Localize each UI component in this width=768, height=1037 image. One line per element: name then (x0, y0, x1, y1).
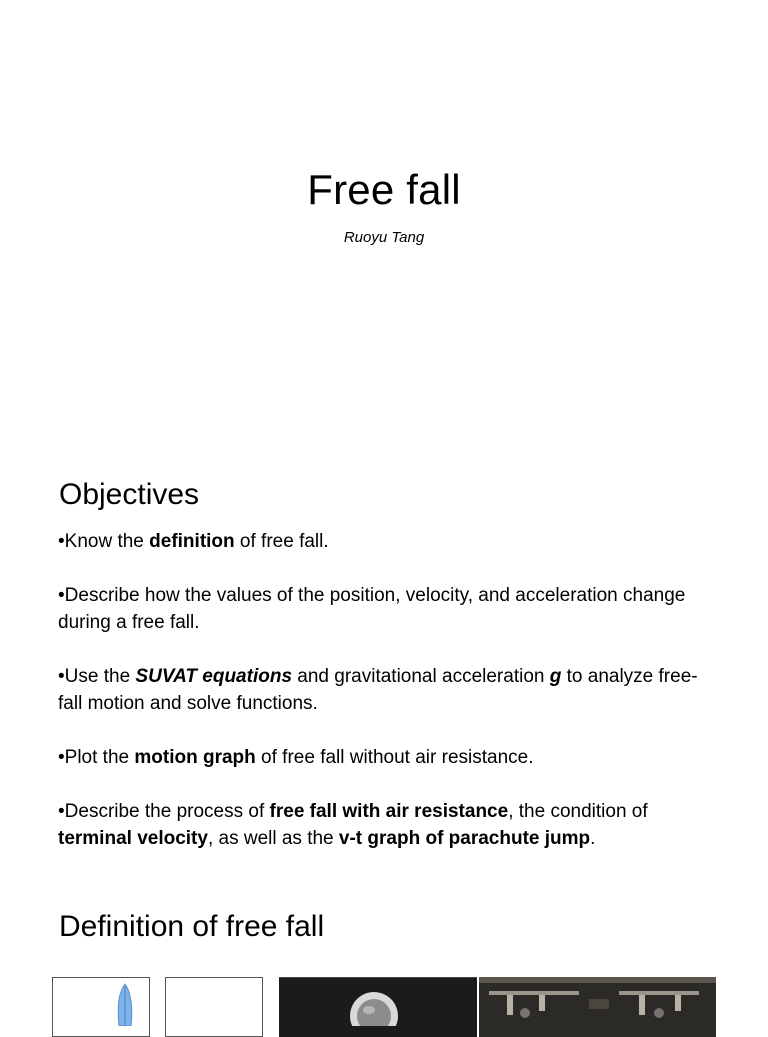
objective-text-run: terminal velocity (58, 828, 208, 849)
objective-text-run: to analyze free-fall motion and solve functions. (58, 666, 698, 714)
objective-item (58, 744, 708, 771)
objective-item (58, 528, 708, 555)
slide-title: Free fall (307, 166, 461, 213)
feather-icon (53, 978, 149, 1026)
objective-text-run: •Plot the (58, 747, 135, 768)
objective-text-run: •Describe the process of (58, 801, 270, 822)
objective-text-run: free fall with air resistance (269, 801, 509, 822)
objective-text-run: , as well as the (207, 828, 339, 849)
objectives-heading: Objectives (59, 478, 200, 511)
objective-text-run: •Describe how the values of the position, velocity, and acceleration change during a free fall. (58, 585, 686, 633)
objectives-slide (0, 432, 768, 864)
objective-item (58, 582, 708, 636)
astronaut-image (279, 977, 477, 1037)
objective-item (58, 798, 708, 852)
definition-slide (0, 864, 768, 1024)
blank-image (165, 977, 263, 1037)
definition-heading: Definition of free fall (59, 910, 325, 943)
feather-image (52, 977, 150, 1037)
objective-text-run: , the condition of (508, 801, 648, 822)
objective-text-run: of free fall without air resistance. (255, 747, 534, 768)
objective-text-run: •Know the (58, 531, 150, 552)
objective-item (58, 663, 708, 717)
machinery-icon (479, 977, 716, 1027)
objective-text-run: g (549, 666, 562, 687)
objective-text-run: motion graph (134, 747, 256, 768)
astronaut-icon (279, 978, 477, 1026)
objective-text-run: and gravitational acceleration (292, 666, 550, 687)
machinery-image (479, 977, 716, 1037)
author-name: Ruoyu Tang (343, 229, 425, 246)
objective-text-run: •Use the (58, 666, 136, 687)
objectives-list (58, 528, 708, 879)
objective-text-run: definition (149, 531, 235, 552)
title-slide (0, 0, 768, 432)
objective-text-run: . (590, 828, 596, 849)
objective-text-run: of free fall. (234, 531, 329, 552)
objective-text-run: SUVAT equations (135, 666, 293, 687)
objective-text-run: v-t graph of parachute jump (338, 828, 591, 849)
